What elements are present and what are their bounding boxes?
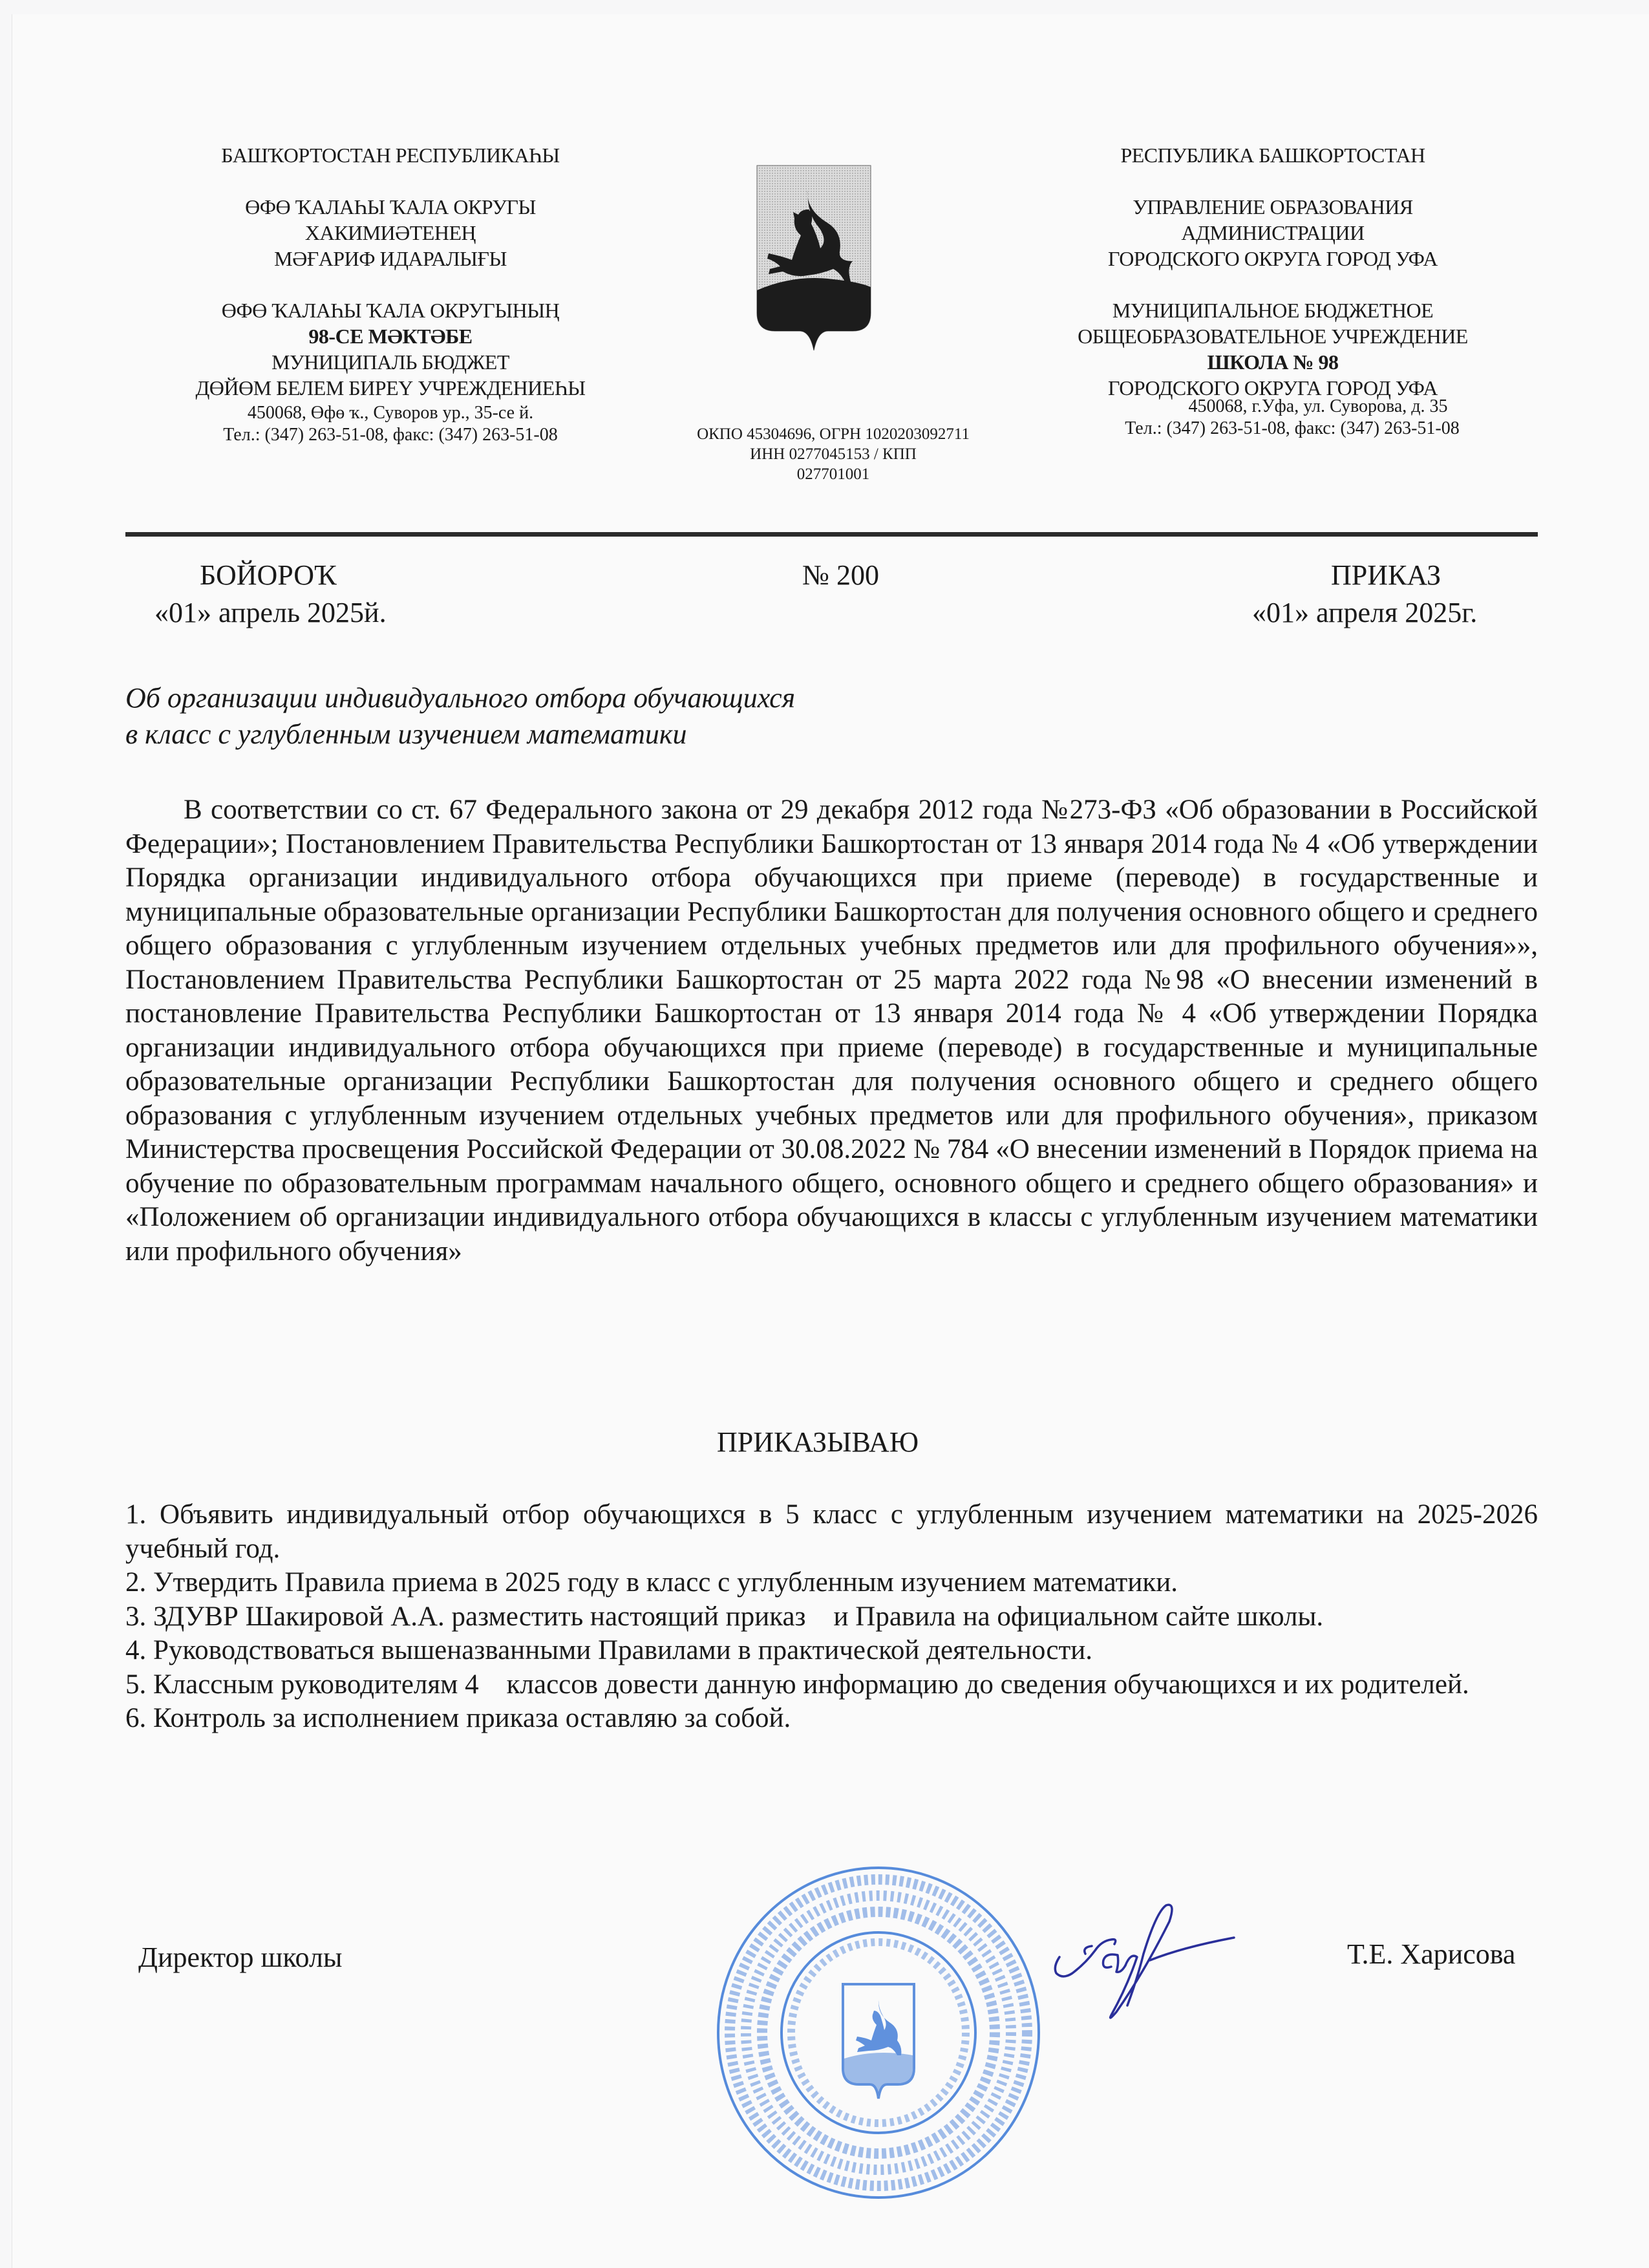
- left-school-line: ӨФӨ ҠАЛАҺЫ ҠАЛА ОКРУГЫНЫҢ: [221, 299, 560, 322]
- letterhead-left: [125, 142, 655, 401]
- left-republic: БАШҠОРТОСТАН РЕСПУБЛИКАҺЫ: [221, 144, 560, 167]
- left-dept-line: МӘҒАРИФ ИДАРАЛЫҒЫ: [274, 247, 507, 270]
- order-item: 4. Руководствоваться вышеназванными Правилами в практической деятельности.: [125, 1635, 1093, 1665]
- codes-inn-kpp: ИНН 0277045153 / КПП: [750, 445, 917, 463]
- signatory-position: Директор школы: [138, 1942, 343, 1973]
- order-items-list: [125, 1498, 1538, 1736]
- ufa-coat-of-arms-marten-icon: [756, 164, 872, 352]
- right-address: 450068, г.Уфа, ул. Суворова, д. 35: [1188, 396, 1448, 416]
- order-number: № 200: [802, 559, 879, 591]
- right-dept-line: АДМИНИСТРАЦИИ: [1181, 221, 1365, 244]
- order-subject: [125, 680, 795, 753]
- organization-codes: [672, 424, 995, 484]
- left-dept-line: ХАКИМИӘТЕНЕҢ: [304, 221, 476, 244]
- left-school-name: 98-СЕ МӘКТӘБЕ: [308, 325, 473, 348]
- subject-line: в класс с углубленным изучением математики: [125, 718, 687, 750]
- codes-okpo-ogrn: ОКПО 45304696, ОГРН 1020203092711: [697, 425, 970, 443]
- right-school-line: ОБЩЕОБРАЗОВАТЕЛЬНОЕ УЧРЕЖДЕНИЕ: [1078, 325, 1468, 348]
- order-item: 6. Контроль за исполнением приказа оставляю за собой.: [125, 1703, 791, 1733]
- order-date-bashkir: «01» апрель 2025й.: [154, 597, 387, 628]
- handwritten-signature-icon: [1047, 1876, 1247, 2025]
- order-item: 1. Объявить индивидуальный отбор обучающихся в 5 класс с углубленным изучением математики на 2025-2026 учебный год.: [125, 1499, 1538, 1564]
- preamble-text: В соответствии со ст. 67 Федерального закона от 29 декабря 2012 года №273-ФЗ «Об образовании в Российской Федерации»; Постановлением Правительства Республики Башкортостан от 13 января 2014 года № 4 «Об утверждении Порядка организации индивидуального отбора обучающихся при приеме (переводе) в государственные и муниципальные образовательные организации Республики Башкортостан для получения основного общего и среднего общего образования с углубленным изучением отдельных учебных предметов или для профильного обучения»», Постановлением Правительства Республики Башкортостан от 25 марта 2022 года №98 «О внесении изменений в постановление Правительства Республики Башкортостан от 13 января 2014 года № 4 «Об утверждении Порядка организации индивидуального отбора обучающихся при приеме (переводе) в государственные и муниципальные образовательные организации Республики Башкортостан для получения основного общего и среднего общего образования с углубленным изучением отдельных учебных предметов или для профильного обучения», приказом Министерства просвещения Российской Федерации от 30.08.2022 № 784 «О внесении изменений в Порядок приема на обучение по образовательным программам начального общего, основного общего и среднего общего образования» и «Положением об организации индивидуального отбора обучающихся в классы с углубленным изучением математики или профильного обучения»: [125, 795, 1538, 1267]
- left-contacts: [125, 402, 655, 446]
- left-school-line: ДӨЙӨМ БЕЛЕМ БИРЕҮ УЧРЕЖДЕНИЕҺЫ: [195, 376, 586, 400]
- right-school-line: ГОРОДСКОГО ОКРУГА ГОРОД УФА: [1108, 376, 1438, 400]
- order-item: 3. ЗДУВР Шакировой А.А. разместить настоящий приказ и Правила на официальном сайте школы.: [125, 1601, 1324, 1632]
- right-dept-line: УПРАВЛЕНИЕ ОБРАЗОВАНИЯ: [1133, 195, 1413, 219]
- left-address: 450068, Өфө ҡ., Суворов ур., 35-се й.: [247, 403, 534, 423]
- signatory-name: Т.Е. Харисова: [1347, 1938, 1516, 1970]
- right-contacts: [1034, 396, 1551, 440]
- left-dept-line: ӨФӨ ҠАЛАҺЫ ҠАЛА ОКРУГЫ: [245, 195, 536, 219]
- document-page: [12, 14, 1649, 2268]
- right-republic: РЕСПУБЛИКА БАШКОРТОСТАН: [1120, 144, 1425, 167]
- right-school-name: ШКОЛА № 98: [1207, 350, 1339, 374]
- left-school-line: МУНИЦИПАЛЬ БЮДЖЕТ: [271, 350, 509, 374]
- left-phone: Тел.: (347) 263-51-08, факс: (347) 263-51-08: [223, 425, 558, 445]
- right-dept-line: ГОРОДСКОГО ОКРУГА ГОРОД УФА: [1108, 247, 1438, 270]
- order-item: 2. Утвердить Правила приема в 2025 году в класс с углубленным изучением математики.: [125, 1567, 1178, 1598]
- order-word: ПРИКАЗЫВАЮ: [717, 1426, 919, 1458]
- right-school-line: МУНИЦИПАЛЬНОЕ БЮДЖЕТНОЕ: [1112, 299, 1434, 322]
- order-title-russian: ПРИКАЗ: [1331, 559, 1442, 591]
- order-item: 5. Классным руководителям 4 классов довести данную информацию до сведения обучающихся и их родителей.: [125, 1669, 1469, 1700]
- header-divider: [125, 532, 1538, 537]
- preamble-paragraph: [125, 793, 1538, 1268]
- right-phone: Тел.: (347) 263-51-08, факс: (347) 263-51-08: [1125, 418, 1460, 438]
- subject-line: Об организации индивидуального отбора обучающихся: [125, 682, 796, 714]
- letterhead-right: [1008, 142, 1538, 401]
- order-title-bashkir: БОЙОРОҠ: [200, 559, 337, 591]
- school-round-seal-icon: [714, 1865, 1043, 2201]
- codes-kpp-value: 027701001: [796, 465, 870, 483]
- order-date-russian: «01» апреля 2025г.: [1252, 597, 1478, 628]
